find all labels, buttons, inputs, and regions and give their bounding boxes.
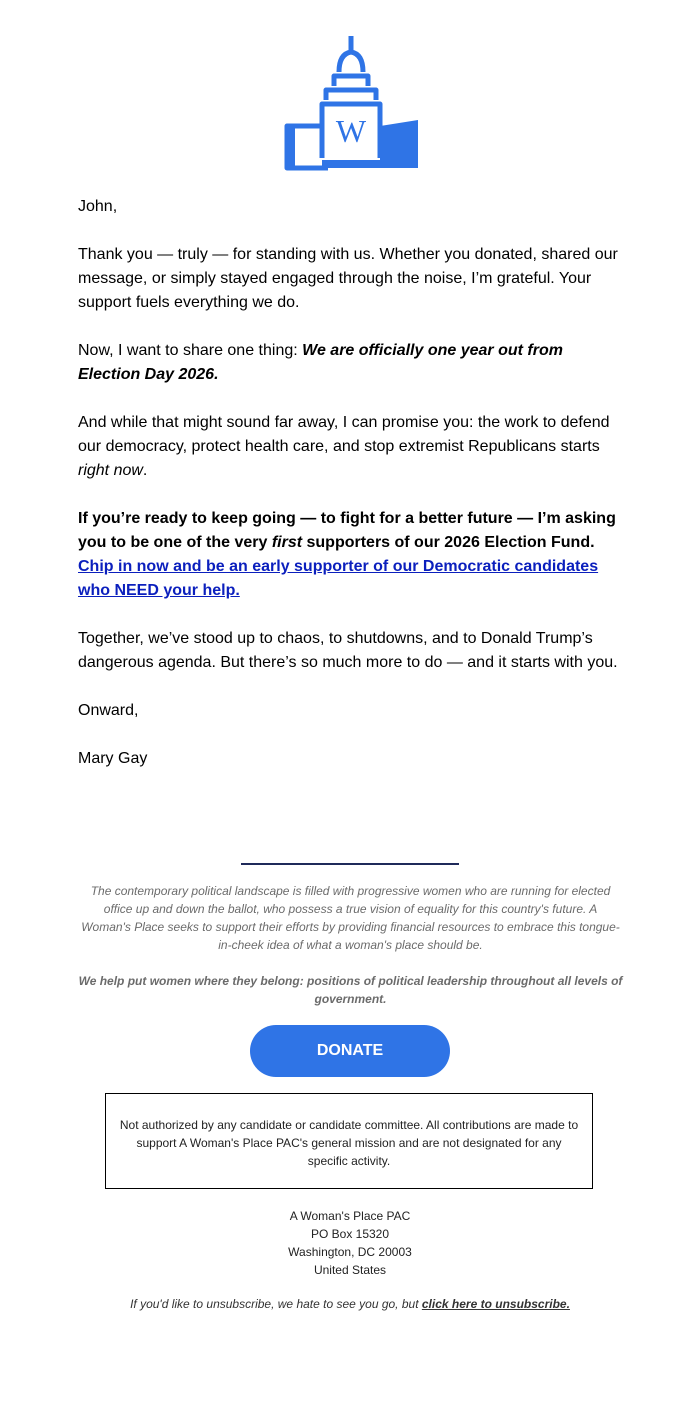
paragraph-ask <box>78 507 623 603</box>
address-line-1: A Woman's Place PAC <box>289 1209 411 1223</box>
paragraph-promise-end: . <box>142 462 148 479</box>
unsubscribe-note <box>60 1295 640 1313</box>
paragraph-promise-lead: And while that might sound far away, I can promise you: the work to defend our democracy, protect health care, and stop extremist Republicans starts <box>78 414 610 455</box>
address-line-2: PO Box 15320 <box>310 1227 390 1241</box>
paragraph-thanks: Thank you — truly — for standing with us. Whether you donated, shared our message, or simply stayed engaged through the noise, I’m grateful. Your support fuels everything we do. <box>78 246 618 311</box>
footer-divider <box>241 863 459 865</box>
paragraph-one-year <box>78 339 623 387</box>
paragraph-one-year-emphasis: We are officially one year out from Election Day 2026. <box>78 342 563 383</box>
mailing-address <box>200 1207 500 1279</box>
address-line-3: Washington, DC 20003 <box>288 1245 412 1259</box>
mission-statement: The contemporary political landscape is filled with progressive women who are running for elected office up and down the ballot, who possess a true vision of equality for this country's future. A Woman's Place seeks to support their efforts by providing financial resources to embrace this tongue-in-cheek idea of what a woman's place should be. <box>81 884 620 952</box>
logo-letter: W <box>335 113 367 149</box>
signature: Mary Gay <box>78 750 148 767</box>
legal-disclaimer: Not authorized by any candidate or candidate committee. All contributions are made to support A Woman's Place PAC's general mission and are not designated for any specific activity. <box>105 1093 593 1189</box>
ask-end: supporters of our 2026 Election Fund. <box>302 534 595 551</box>
address-line-4: United States <box>313 1263 387 1277</box>
greeting: John, <box>78 198 118 215</box>
capitol-logo-icon <box>282 34 420 172</box>
donate-button[interactable]: DONATE <box>250 1025 450 1077</box>
paragraph-together: Together, we’ve stood up to chaos, to shutdowns, and to Donald Trump’s dangerous agenda. But there’s so much more to do — and it starts with you. <box>78 630 618 671</box>
mission-tagline: We help put women where they belong: positions of political leadership throughout all levels of government. <box>78 974 623 1006</box>
ask-lead: If you’re ready to keep going — to fight for a better future — I’m asking you to be one of the very <box>78 510 616 551</box>
paragraph-promise-emphasis: right now <box>78 462 143 479</box>
paragraph-one-year-lead: Now, I want to share one thing: <box>78 342 303 359</box>
unsubscribe-link[interactable]: click here to unsubscribe. <box>421 1297 570 1311</box>
unsubscribe-text: If you'd like to unsubscribe, we hate to see you go, but <box>130 1297 422 1311</box>
paragraph-promise <box>78 411 623 483</box>
ask-emphasis: first <box>271 534 303 551</box>
signoff: Onward, <box>78 702 139 719</box>
chip-in-link[interactable]: Chip in now and be an early supporter of our Democratic candidates who NEED your help. <box>78 558 599 599</box>
